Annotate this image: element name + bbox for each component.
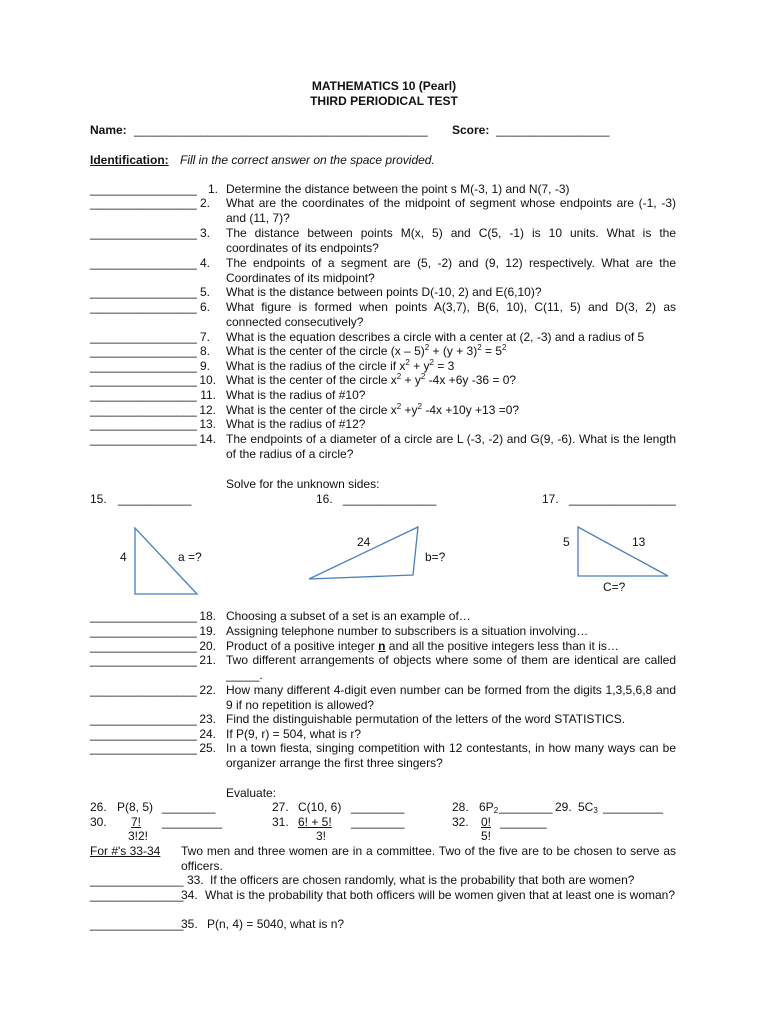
answer-blank[interactable]: ________________ — [90, 712, 197, 726]
triangle-15-unknown-label: a =? — [178, 550, 202, 564]
question-text: The distance between points M(x, 5) and C(5, -1) is 10 units. What is the coordinates of its endpoints? — [226, 226, 676, 255]
question-number: 16. — [316, 492, 333, 506]
answer-blank[interactable]: ________________ — [90, 417, 197, 431]
expression: $6P_2$ — [479, 800, 499, 815]
question-number: 14. — [199, 432, 216, 446]
question-text: What is the center of the circle $(x - 5)^2 + (y + 3)^2 = 5^2$ — [226, 343, 507, 358]
question-number: 23. — [199, 712, 216, 726]
answer-blank[interactable]: ________________ — [90, 285, 197, 299]
question-number: 6. — [199, 300, 210, 314]
answer-blank[interactable]: ________________ — [90, 653, 197, 667]
answer-blank[interactable]: ________________ — [90, 609, 197, 623]
question-text: If the officers are chosen randomly, what is the probability that both are women? — [210, 873, 635, 887]
answer-blank[interactable]: ________________ — [90, 403, 197, 417]
question-number: 35. — [181, 917, 198, 931]
question-number: 28. — [452, 800, 469, 814]
answer-blank[interactable]: ________________ — [90, 683, 197, 697]
triangle-17 — [578, 527, 668, 576]
question-text: Choosing a subset of a set is an example of… — [226, 609, 471, 623]
answer-blank[interactable]: ________________ — [90, 432, 197, 446]
identification-label: Identification: — [90, 153, 169, 167]
question-number: 7. — [199, 330, 210, 344]
answer-blank[interactable]: ______________ — [90, 917, 184, 931]
question-number: 19. — [199, 624, 216, 638]
identification-instruction: Fill in the correct answer on the space provided. — [180, 153, 435, 167]
question-text: What is the probability that both officers will be women given that at least one is woman? — [205, 888, 676, 902]
question-number: 31. — [272, 815, 289, 829]
question-number: 10. — [199, 373, 216, 387]
answer-blank[interactable]: ________________ — [90, 741, 197, 755]
test-subtitle: THIRD PERIODICAL TEST — [310, 94, 458, 108]
score-label: Score: — [452, 123, 490, 137]
fraction-numerator: 0! — [481, 815, 492, 829]
group-label: For #'s 33-34 — [90, 844, 161, 858]
question-text: How many different 4-digit even number can be formed from the digits 1,3,5,6,8 and 9 if no repetition is allowed? — [226, 683, 676, 712]
question-number: 12. — [199, 403, 216, 417]
question-text: Determine the distance between the point s M(-3, 1) and N(7, -3) — [226, 182, 570, 196]
question-number: 9. — [199, 359, 210, 373]
answer-blank[interactable]: ________ — [351, 800, 405, 814]
answer-blank[interactable]: ______________ — [343, 492, 437, 506]
answer-blank[interactable]: ________________ — [90, 330, 197, 344]
question-number: 24. — [199, 727, 216, 741]
question-number: 25. — [199, 741, 216, 755]
answer-blank[interactable]: ________________ — [90, 639, 197, 653]
name-field[interactable]: ____________________________________________ — [134, 123, 428, 137]
triangle-16-side-label: 24 — [357, 535, 371, 549]
question-text: The endpoints of a diameter of a circle are L (-3, -2) and G(9, -6). What is the length of the radius of a circle? — [226, 432, 676, 461]
fraction-numerator: 7! — [131, 815, 142, 829]
group-text: Two men and three women are in a committee. Two of the five are to be chosen to serve as officers. — [181, 844, 676, 873]
question-number: 29. — [555, 800, 572, 814]
answer-blank[interactable]: ________________ — [90, 256, 197, 270]
question-text: What is the radius of #12? — [226, 417, 366, 431]
answer-blank[interactable]: ________ — [499, 800, 553, 814]
answer-blank[interactable]: ________________ — [90, 182, 197, 196]
question-text: If P(9, r) = 504, what is r? — [226, 727, 362, 741]
question-number: 2. — [199, 196, 210, 210]
question-text: Assigning telephone number to subscribers is a situation involving… — [226, 624, 589, 638]
answer-blank[interactable]: ________________ — [90, 727, 197, 741]
answer-blank[interactable]: ________________ — [90, 388, 197, 402]
answer-blank[interactable]: ________ — [351, 815, 405, 829]
question-number: 3. — [199, 226, 210, 240]
question-number: 18. — [199, 609, 216, 623]
question-text: Find the distinguishable permutation of the letters of the word STATISTICS. — [226, 712, 626, 726]
triangle-15-side-label: 4 — [120, 550, 127, 564]
question-text: Two different arrangements of objects where some of them are identical are called _____. — [226, 653, 676, 682]
expression: $5C_3$ — [578, 800, 598, 815]
question-number: 11. — [200, 388, 216, 402]
question-number: 5. — [199, 285, 210, 299]
score-field[interactable]: _________________ — [496, 123, 610, 137]
question-number: 33. — [187, 873, 204, 887]
question-text: What is the center of the circle $x^2 +y^2$ -4x +10y +13 =0? — [226, 402, 520, 417]
question-text: What are the coordinates of the midpoint of segment whose endpoints are (-1, -3) and (11, 7)? — [226, 196, 676, 225]
question-text: What is the radius of the circle if $x^2 + y^2 = 3$ — [226, 358, 455, 373]
expression: C(10, 6) — [298, 800, 342, 814]
question-number: 17. — [542, 492, 559, 506]
answer-blank[interactable]: ________________ — [569, 492, 676, 506]
question-text: P(n, 4) = 5040, what is n? — [207, 917, 345, 931]
triangle-17-unknown-label: C=? — [603, 580, 626, 594]
expression: P(8, 5) — [117, 800, 154, 814]
question-number: 1. — [207, 182, 218, 196]
answer-blank[interactable]: ________________ — [90, 226, 197, 240]
question-text: The endpoints of a segment are (5, -2) and (9, 12) respectively. What are the Coordinates of its midpoint? — [226, 256, 676, 285]
question-text: Product of a positive integer n and all the positive integers less than it is… — [226, 639, 619, 653]
question-number: 30. — [90, 815, 107, 829]
question-number: 26. — [90, 800, 107, 814]
triangle-17-side-b-label: 13 — [632, 535, 646, 549]
question-number: 21. — [199, 653, 216, 667]
fraction-denominator: 5! — [481, 829, 492, 843]
question-number: 15. — [90, 492, 107, 506]
name-label: Name: — [90, 123, 127, 137]
fraction-denominator: 3!2! — [128, 829, 149, 843]
answer-blank[interactable]: ________________ — [90, 359, 197, 373]
question-text: What is the equation describes a circle with a center at (2, -3) and a radius of 5 — [226, 330, 645, 344]
answer-blank[interactable]: _________ — [162, 815, 223, 829]
question-number: 27. — [272, 800, 289, 814]
question-number: 8. — [199, 344, 210, 358]
question-text: What is the center of the circle $x^2 + y^2$ -4x +6y -36 = 0? — [226, 372, 517, 387]
answer-blank[interactable]: ___________ — [118, 492, 192, 506]
answer-blank[interactable]: ________________ — [90, 624, 197, 638]
question-text: In a town fiesta, singing competition with 12 contestants, in how many ways can be organizer arrange the first three singers? — [226, 741, 676, 770]
answer-blank[interactable]: ________________ — [90, 196, 197, 210]
question-number: 20. — [199, 639, 216, 653]
question-text: What figure is formed when points A(3,7), B(6, 10), C(11, 5) and D(3, 2) as connected consecutively? — [226, 300, 676, 329]
answer-blank[interactable]: ________ — [162, 800, 216, 814]
question-number: 22. — [199, 683, 216, 697]
question-text: What is the radius of #10? — [226, 388, 366, 402]
question-number: 13. — [199, 417, 216, 431]
question-text: What is the distance between points D(-10, 2) and E(6,10)? — [226, 285, 542, 299]
fraction-denominator: 3! — [316, 829, 327, 843]
triangle-16-unknown-label: b=? — [425, 550, 446, 564]
answer-blank[interactable]: _______ — [500, 815, 547, 829]
triangle-17-side-a-label: 5 — [563, 535, 570, 549]
answer-blank[interactable]: ________________ — [90, 300, 197, 314]
section-title-unknown-sides: Solve for the unknown sides: — [226, 477, 380, 491]
fraction-numerator: 6! + 5! — [298, 815, 332, 829]
question-number: 4. — [199, 256, 210, 270]
question-number: 34. — [181, 888, 198, 902]
answer-blank[interactable]: _________ — [603, 800, 664, 814]
question-number: 32. — [452, 815, 469, 829]
answer-blank[interactable]: ________________ — [90, 373, 197, 387]
answer-blank[interactable]: ______________ — [90, 873, 184, 887]
test-title: MATHEMATICS 10 (Pearl) — [311, 79, 457, 93]
answer-blank[interactable]: ______________ — [90, 888, 184, 902]
answer-blank[interactable]: ________________ — [90, 344, 197, 358]
section-title-evaluate: Evaluate: — [226, 786, 277, 800]
